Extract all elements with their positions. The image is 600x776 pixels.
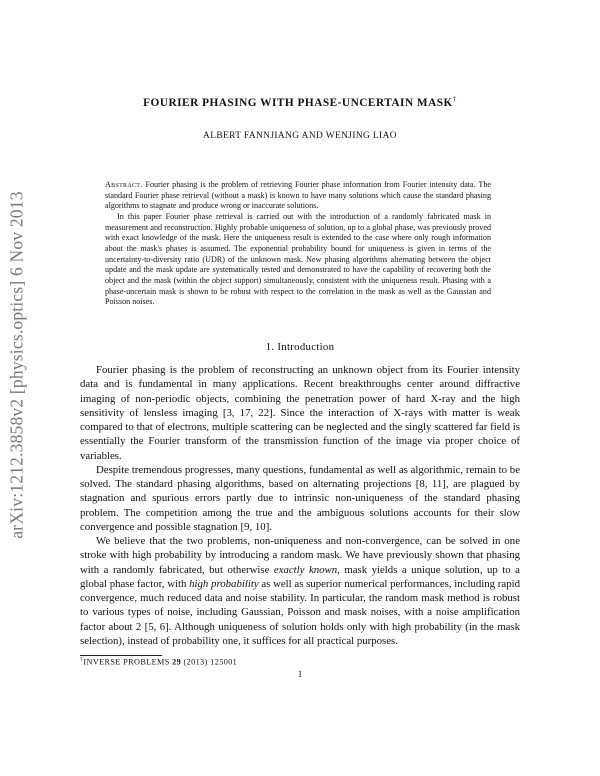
abstract-paragraph: Abstract. Fourier phasing is the problem of retrieving Fourier phase information from Fourier intensity data. The standard Fourier phase retrieval (without a mask) is known to have many solutions which cause the standard phasing algorithms to stagnate and produce wrong or inaccurate solutions.	[105, 180, 491, 211]
body-paragraph: Fourier phasing is the problem of reconstructing an unknown object from its Fourier intensity data and is fundamental in many applications. Recent breakthroughs center around diffractive imaging of non-periodic objects, combining the penetration power of hard X-ray and the high sensitivity of lensless imaging [3, 17, 22]. Since the interaction of X-rays with matter is weak compared to that of electrons, multiple scattering can be neglected and the singly scattered far field is essentially the Fourier transform of the transmission function of the image via proper choice of variables.	[80, 364, 520, 462]
title-footnote-mark: †	[452, 95, 457, 103]
emphasis: high probability	[189, 577, 259, 590]
body-text	[80, 363, 520, 648]
arxiv-stamp-text: arXiv:1212.3858v2 [physics.optics] 6 Nov 2013	[6, 191, 27, 539]
abstract	[105, 180, 491, 308]
body-paragraph: We believe that the two problems, non-uniqueness and non-convergence, can be solved in one stroke with high probability by introducing a random mask. We have previously shown that phasing with a randomly fabricated, but otherwise exactly known, mask yields a unique solution, up to a global phase factor, with high probability as well as superior numerical performances, including rapid convergence, much reduced data and noise stability. In particular, the random mask method is robust to various types of noise, including Gaussian, Poisson and mask noises, with a noise amplification factor about 2 [5, 6]. Although uniqueness of solution holds only with high probability (in the mask selection), instead of probability one, it suffices for all practical purposes.	[80, 535, 520, 647]
section-heading: 1. Introduction	[265, 341, 335, 353]
footnote-volume: 29	[172, 657, 182, 667]
page-number: 1	[297, 669, 303, 679]
footnote-mark: †	[80, 657, 84, 663]
body-paragraph: Despite tremendous progresses, many questions, fundamental as well as algorithmic, remain to be solved. The standard phasing algorithms, based on alternating projections [8, 11], are plagued by stagnation and spurious errors partly due to intrinsic non-uniqueness of the standard phasing problem. The competition among the true and the ambiguous solutions accounts for their slow convergence and possible stagnation [9, 10].	[80, 463, 520, 533]
arxiv-stamp	[4, 130, 30, 600]
paper-title: FOURIER PHASING WITH PHASE-UNCERTAIN MASK†	[143, 95, 457, 109]
footnote-rule	[80, 655, 162, 656]
paper-authors: ALBERT FANNJIANG AND WENJING LIAO	[203, 131, 397, 141]
footnote: †INVERSE PROBLEMS 29 (2013) 125001	[80, 657, 238, 667]
abstract-label: Abstract.	[105, 180, 143, 189]
emphasis: exactly known	[273, 563, 338, 576]
abstract-paragraph: In this paper Fourier phase retrieval is carried out with the introduction of a randomly fabricated mask in measurement and reconstruction. Highly probable uniqueness of solution, up to a global phase, was previously proved with exact knowledge of the mask. Here the uniqueness result is extended to the case where only rough information about the mask's phases is assumed. The exponential probability bound for uniqueness is given in terms of the uncertainty-to-diversity ratio (UDR) of the unknown mask. New phasing algorithms alternating between the object update and the mask update are systematically tested and demonstrated to have the capability of recovering both the object and the mask (within the object support) simultaneously, consistent with the uniqueness result. Phasing with a phase-uncertain mask is shown to be robust with respect to the correlation in the mask as well as the Gaussian and Poisson noises.	[105, 211, 491, 307]
